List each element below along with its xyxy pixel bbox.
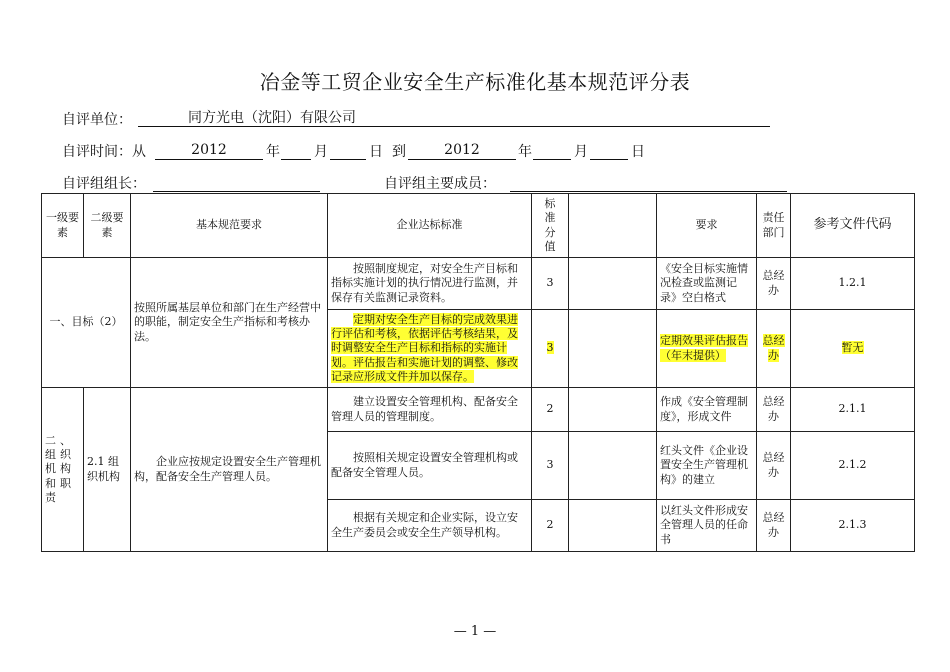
basic-req-cell: 企业应按规定设置安全生产管理机构，配备安全生产管理人员。: [131, 388, 328, 552]
standard-cell: 按照制度规定，对安全生产目标和指标实施计划的执行情况进行监测，并保存有关监测记录资料。: [328, 258, 532, 310]
standard-cell: 按照相关规定设置安全管理机构或配备安全管理人员。: [328, 432, 532, 500]
end-month-field[interactable]: [533, 141, 571, 160]
level1-cell: 二、组织机构和职责: [42, 388, 84, 552]
members-field[interactable]: [510, 173, 787, 192]
score-cell: 3: [532, 432, 569, 500]
dept-cell: 总经办: [757, 258, 791, 310]
start-day-field[interactable]: [330, 141, 366, 160]
members-label: 自评组主要成员：: [384, 176, 496, 192]
end-day-field[interactable]: [590, 141, 628, 160]
time-label: 自评时间：从: [62, 144, 146, 160]
standard-cell: 根据有关规定和企业实际，设立安全生产委员会或安全生产领导机构。: [328, 500, 532, 552]
requirement-cell: 作成《安全管理制度》，形成文件: [657, 388, 757, 432]
ref-cell: 1.2.1: [791, 258, 915, 310]
document-title: 冶金等工贸企业安全生产标准化基本规范评分表: [259, 70, 691, 94]
start-year-char: 年: [266, 144, 280, 160]
basic-req-cell: 按照所属基层单位和部门在生产经营中的职能，制定安全生产指标和考核办法。: [131, 258, 328, 388]
start-month-char: 月: [314, 144, 328, 160]
header-score: 标准分值: [532, 194, 569, 258]
requirement-cell: [657, 310, 757, 388]
requirement-cell: 《安全目标实施情况检查或监测记录》空白格式: [657, 258, 757, 310]
end-month-char: 月: [574, 144, 588, 160]
blank-cell: [569, 500, 657, 552]
score-cell: 2: [532, 500, 569, 552]
standard-cell: 建立设置安全管理机构、配备安全管理人员的管理制度。: [328, 388, 532, 432]
header-row: [42, 194, 915, 258]
header-basic-req: 基本规范要求: [131, 194, 328, 258]
end-year-char: 年: [518, 144, 532, 160]
blank-cell: [569, 432, 657, 500]
score-cell: 3: [532, 258, 569, 310]
level1-cell: 一、目标（2）: [42, 258, 131, 388]
highlighted-dept: 总经办: [762, 334, 785, 362]
header-level1: 一级要素: [42, 194, 84, 258]
blank-cell: [569, 258, 657, 310]
to-char: 到: [392, 144, 406, 160]
level2-cell: 2.1 组织机构: [84, 388, 131, 552]
highlighted-requirement: 定期效果评估报告（年末提供）: [660, 334, 748, 362]
table-row: [42, 258, 915, 310]
table-row: [42, 388, 915, 432]
standard-cell: [328, 310, 532, 388]
score-cell: 2: [532, 388, 569, 432]
header-requirement: 要求: [657, 194, 757, 258]
end-year-field[interactable]: 2012: [408, 141, 516, 160]
scoring-table: [41, 193, 915, 552]
header-blank: [569, 194, 657, 258]
highlighted-score: 3: [546, 341, 554, 355]
start-month-field[interactable]: [281, 141, 311, 160]
dept-cell: 总经办: [757, 500, 791, 552]
header-ref: 参考文件代码: [791, 194, 915, 258]
requirement-cell: 红头文件《企业设置安全生产管理机构》的建立: [657, 432, 757, 500]
start-day-char: 日: [369, 144, 383, 160]
ref-cell: 2.1.2: [791, 432, 915, 500]
dept-cell: [757, 310, 791, 388]
leader-label: 自评组组长：: [62, 176, 146, 192]
highlighted-text: 定期对安全生产目标的完成效果进行评估和考核，依据评估考核结果，及时调整安全生产目标和指标的实施计划。评估报告和实施计划的调整、修改记录应形成文件并加以保存。: [331, 312, 518, 383]
unit-value-field[interactable]: 同方光电（沈阳）有限公司: [138, 109, 770, 127]
start-year-field[interactable]: 2012: [155, 141, 263, 160]
dept-cell: 总经办: [757, 388, 791, 432]
ref-cell: [791, 310, 915, 388]
dept-cell: 总经办: [757, 432, 791, 500]
end-day-char: 日: [631, 144, 645, 160]
requirement-cell: 以红头文件形成安全管理人员的任命书: [657, 500, 757, 552]
header-dept: 责任部门: [757, 194, 791, 258]
header-enterprise-std: 企业达标标准: [328, 194, 532, 258]
score-cell: [532, 310, 569, 388]
highlighted-ref: 暂无: [841, 341, 864, 355]
unit-label: 自评单位：: [62, 112, 132, 128]
header-level2: 二级要素: [84, 194, 131, 258]
blank-cell: [569, 388, 657, 432]
ref-cell: 2.1.1: [791, 388, 915, 432]
leader-field[interactable]: [153, 173, 320, 192]
blank-cell: [569, 310, 657, 388]
page-number: — 1 —: [453, 624, 497, 639]
ref-cell: 2.1.3: [791, 500, 915, 552]
